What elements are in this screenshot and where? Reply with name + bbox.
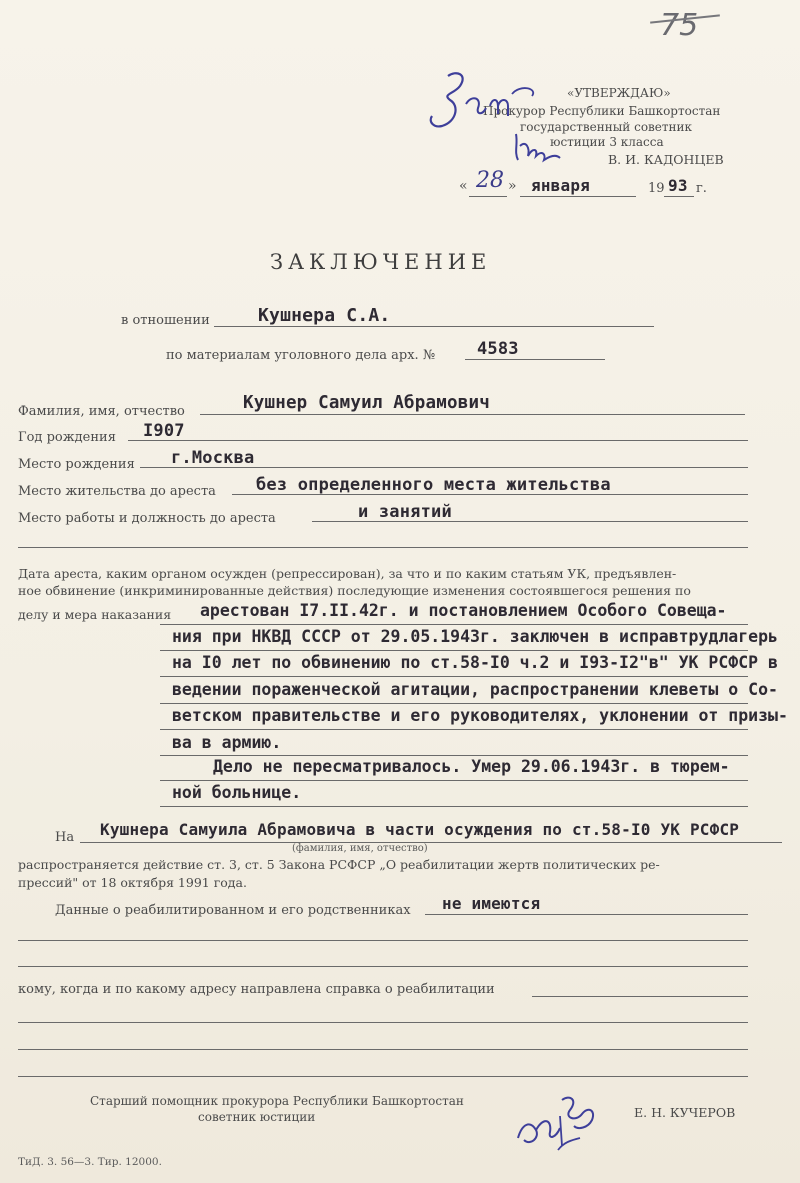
birth-year-line <box>128 440 748 441</box>
approval-name: В. И. КАДОНЦЕВ <box>608 152 724 167</box>
arrest-label-line-3: делу и мера наказания <box>18 607 172 622</box>
blank-line-3 <box>18 966 748 967</box>
arrest-text-line: Дело не пересматривалось. Умер 29.06.1943г. в тюрем- <box>213 757 730 776</box>
conclusion-on-label: На <box>55 830 75 845</box>
conclusion-line <box>80 842 782 843</box>
regarding-value: Кушнера С.А. <box>258 305 391 326</box>
date-year-prefix: 19 <box>648 181 665 196</box>
work-label: Место работы и должность до ареста <box>18 511 276 526</box>
date-year-unit: г. <box>696 181 707 196</box>
signatory-line-2: советник юстиции <box>198 1110 316 1124</box>
arrest-line <box>160 624 748 625</box>
approval-handwriting-signature <box>420 64 570 174</box>
date-year-suffix: 93 <box>668 176 688 195</box>
arrest-line <box>160 780 748 781</box>
work-line <box>312 521 748 522</box>
arrest-line <box>160 676 748 677</box>
arrest-line <box>160 650 748 651</box>
archive-page-number: 75 <box>660 8 699 43</box>
conclusion-caption: (фамилия, имя, отчество) <box>292 843 428 854</box>
residence-value: без определенного места жительства <box>256 475 611 495</box>
residence-label: Место жительства до ареста <box>18 484 216 499</box>
birth-place-line <box>140 467 748 468</box>
case-line <box>465 359 605 360</box>
date-close-quote: » <box>508 178 517 194</box>
blank-line-6 <box>18 1076 748 1077</box>
date-month-line <box>520 196 636 197</box>
relatives-label: Данные о реабилитированном и его родственниках <box>55 903 411 918</box>
date-month: января <box>531 176 590 195</box>
arrest-line <box>160 703 748 704</box>
birth-place-value: г.Москва <box>171 448 255 468</box>
arrest-text-line: арестован I7.II.42г. и постановлением Особого Совеща- <box>200 601 727 620</box>
arrest-text-line: ва в армию. <box>172 733 282 752</box>
residence-line <box>232 494 748 495</box>
case-label: по материалам уголовного дела арх. № <box>166 348 436 363</box>
regarding-label: в отношении <box>121 313 210 328</box>
arrest-line <box>160 755 748 756</box>
arrest-text-line: ветском правительстве и его руководителях, уклонении от призы- <box>172 706 788 725</box>
approval-line-1: Прокурор Республики Башкортостан <box>483 104 721 118</box>
case-value: 4583 <box>477 339 519 359</box>
birth-place-label: Место рождения <box>18 457 135 472</box>
blank-line-1 <box>18 547 748 548</box>
law-line-2: прессий" от 18 октября 1991 года. <box>18 875 247 890</box>
date-open-quote: « <box>459 178 468 194</box>
arrest-label-line-1: Дата ареста, каким органом осужден (репрессирован), за что и по каким статьям УК, предъявлен- <box>18 566 677 581</box>
law-line-1: распространяется действие ст. 3, ст. 5 Закона РСФСР „О реабилитации жертв политических ре- <box>18 857 660 872</box>
work-value: и занятий <box>358 502 452 522</box>
date-day: 28 <box>476 168 504 193</box>
arrest-line <box>160 806 748 807</box>
certificate-label: кому, когда и по какому адресу направлена справка о реабилитации <box>18 982 495 997</box>
arrest-text-line: на I0 лет по обвинению по ст.58-I0 ч.2 и I93-I2"в" УК РСФСР в <box>172 653 778 672</box>
relatives-value: не имеются <box>442 894 541 913</box>
arrest-text-line: ния при НКВД СССР от 29.05.1943г. заключен в исправтрудлагерь <box>172 627 778 646</box>
arrest-label-line-2: ное обвинение (инкриминированные действия) последующие изменения состоявшегося решения по <box>18 583 691 598</box>
regarding-line <box>214 326 654 327</box>
fio-label: Фамилия, имя, отчество <box>18 404 185 419</box>
signatory-signature <box>500 1080 610 1160</box>
approval-line-3: юстиции 3 класса <box>550 135 664 149</box>
arrest-text-line: ведении пораженческой агитации, распространении клеветы о Со- <box>172 680 778 699</box>
arrest-line <box>160 729 748 730</box>
approval-heading: «УТВЕРЖДАЮ» <box>567 86 671 100</box>
approval-line-2: государственный советник <box>520 120 693 134</box>
conclusion-on-value: Кушнера Самуила Абрамовича в части осуждения по ст.58-I0 УК РСФСР <box>100 820 740 839</box>
birth-year-value: I907 <box>143 421 185 441</box>
signatory-name: Е. Н. КУЧЕРОВ <box>634 1105 736 1120</box>
fio-value: Кушнер Самуил Абрамович <box>243 393 490 413</box>
fio-line <box>200 414 745 415</box>
certificate-line <box>532 996 748 997</box>
birth-year-label: Год рождения <box>18 430 116 445</box>
blank-line-2 <box>18 940 748 941</box>
date-year-line <box>664 196 694 197</box>
relatives-line <box>425 914 748 915</box>
date-day-line <box>469 196 507 197</box>
document-title: ЗАКЛЮЧЕНИЕ <box>270 250 492 274</box>
arrest-text-line: ной больнице. <box>172 783 302 802</box>
blank-line-4 <box>18 1022 748 1023</box>
print-info: ТиД. 3. 56—3. Тир. 12000. <box>18 1156 162 1168</box>
signatory-line-1: Старший помощник прокурора Республики Башкортостан <box>90 1094 464 1108</box>
blank-line-5 <box>18 1049 748 1050</box>
